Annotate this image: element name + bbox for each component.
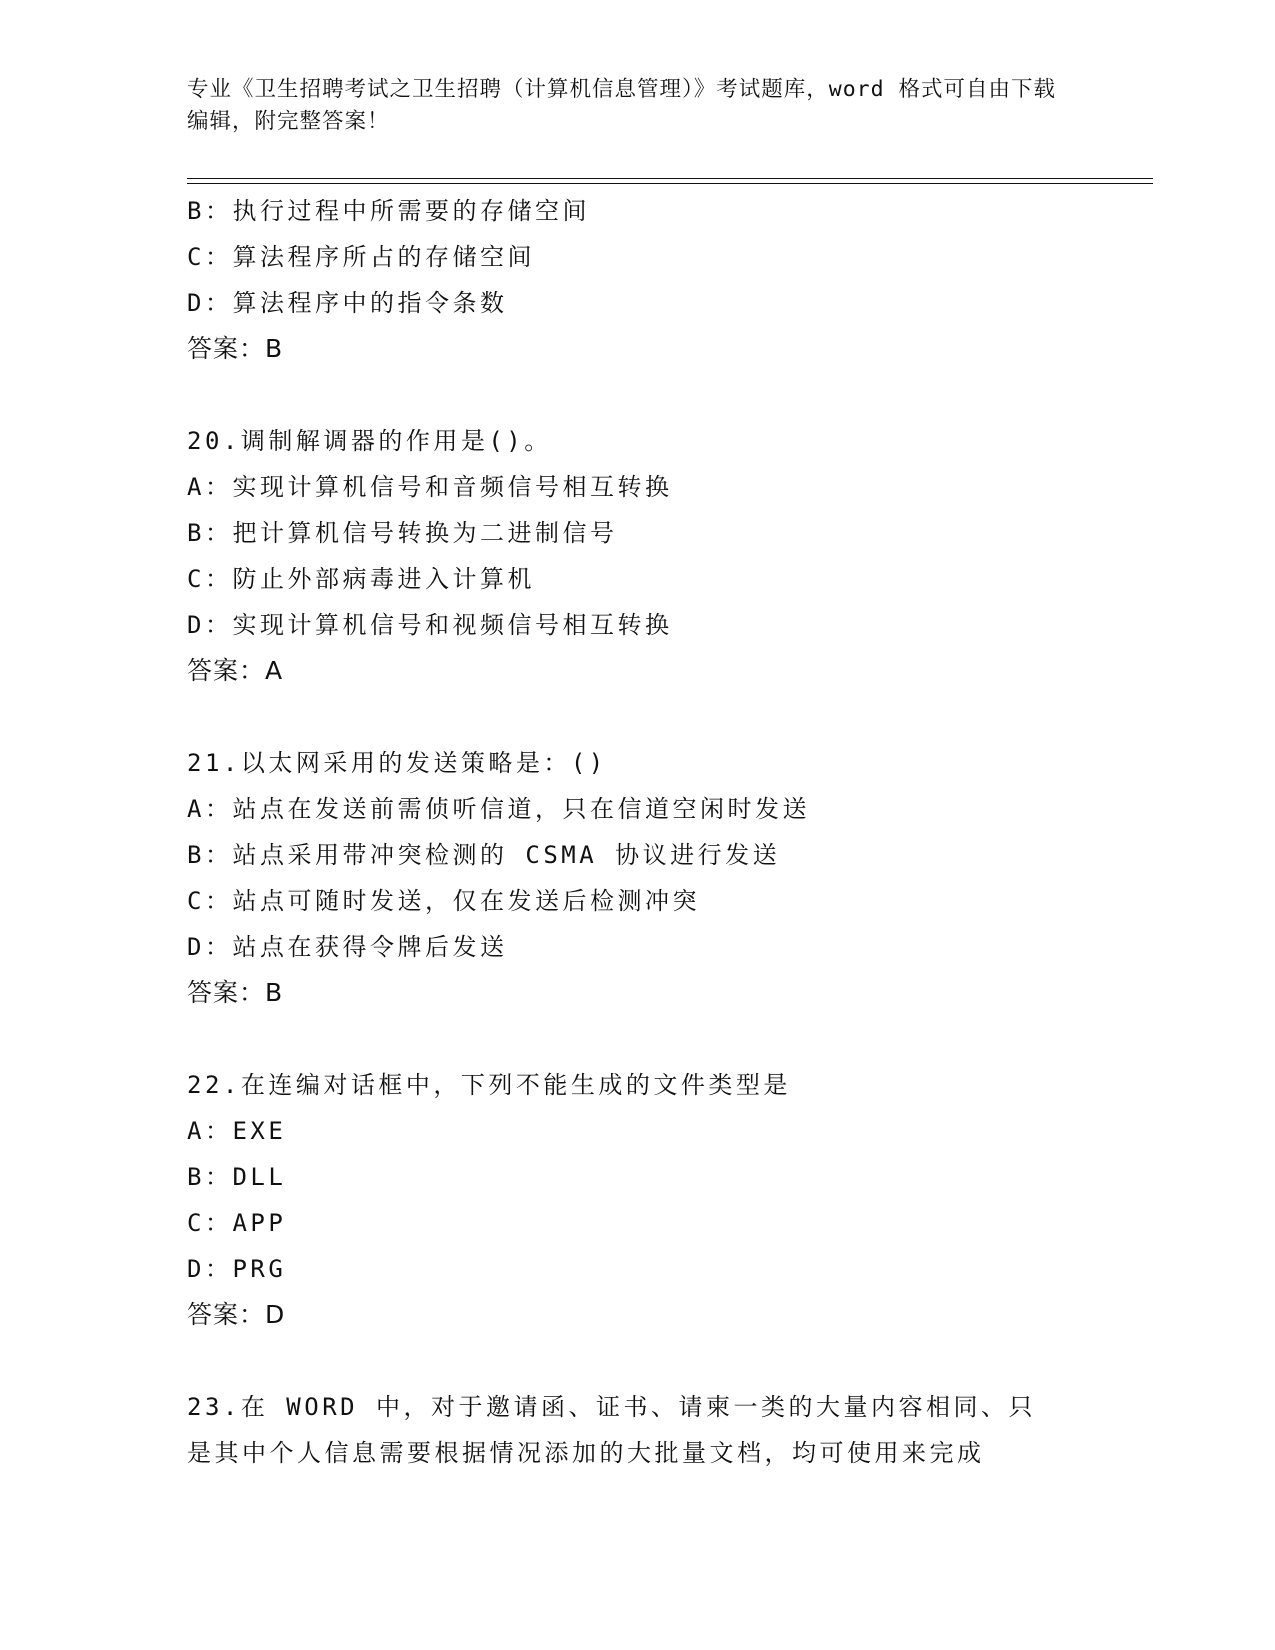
option-b: B：把计算机信号转换为二进制信号 [187, 519, 618, 547]
spacer [187, 1338, 1087, 1384]
option-d: D：算法程序中的指令条数 [187, 289, 508, 317]
option-c: C：站点可随时发送，仅在发送后检测冲突 [187, 887, 700, 915]
answer-line: 答案：A [187, 656, 284, 685]
option-c: C：防止外部病毒进入计算机 [187, 565, 535, 593]
spacer [187, 372, 1087, 418]
option-d: D：PRG [187, 1255, 287, 1283]
option-c: C：算法程序所占的存储空间 [187, 243, 535, 271]
spacer [187, 694, 1087, 740]
question-text: 20.调制解调器的作用是()。 [187, 427, 552, 455]
question-block-21 [187, 740, 1087, 1016]
question-list [187, 188, 1087, 1476]
option-a: A：实现计算机信号和音频信号相互转换 [187, 473, 673, 501]
option-c: C：APP [187, 1209, 287, 1237]
intro-text: 专业《卫生招聘考试之卫生招聘（计算机信息管理）》考试题库，word 格式可自由下载编辑，附完整答案！ [187, 77, 1056, 134]
option-b: B：执行过程中所需要的存储空间 [187, 197, 590, 225]
spacer [187, 1016, 1087, 1062]
question-block-23 [187, 1384, 1087, 1476]
header-divider-top [187, 178, 1153, 179]
question-text: 23.在 WORD 中，对于邀请函、证书、请柬一类的大量内容相同、只是其中个人信息需要根据情况添加的大批量文档，均可使用来完成 [187, 1393, 1037, 1467]
answer-line: 答案：B [187, 334, 284, 363]
question-text: 21.以太网采用的发送策略是：() [187, 749, 607, 777]
question-block-22 [187, 1062, 1087, 1338]
option-a: A：EXE [187, 1117, 287, 1145]
question-block-20 [187, 418, 1087, 694]
option-b: B：站点采用带冲突检测的 CSMA 协议进行发送 [187, 841, 781, 869]
option-d: D：实现计算机信号和视频信号相互转换 [187, 611, 673, 639]
question-text: 22.在连编对话框中，下列不能生成的文件类型是 [187, 1071, 791, 1099]
question-block-19-continued [187, 188, 1087, 372]
answer-line: 答案：B [187, 978, 284, 1007]
option-d: D：站点在获得令牌后发送 [187, 933, 508, 961]
option-b: B：DLL [187, 1163, 287, 1191]
header-divider-bottom [187, 183, 1153, 184]
option-a: A：站点在发送前需侦听信道，只在信道空闲时发送 [187, 795, 810, 823]
answer-line: 答案：D [187, 1300, 286, 1329]
